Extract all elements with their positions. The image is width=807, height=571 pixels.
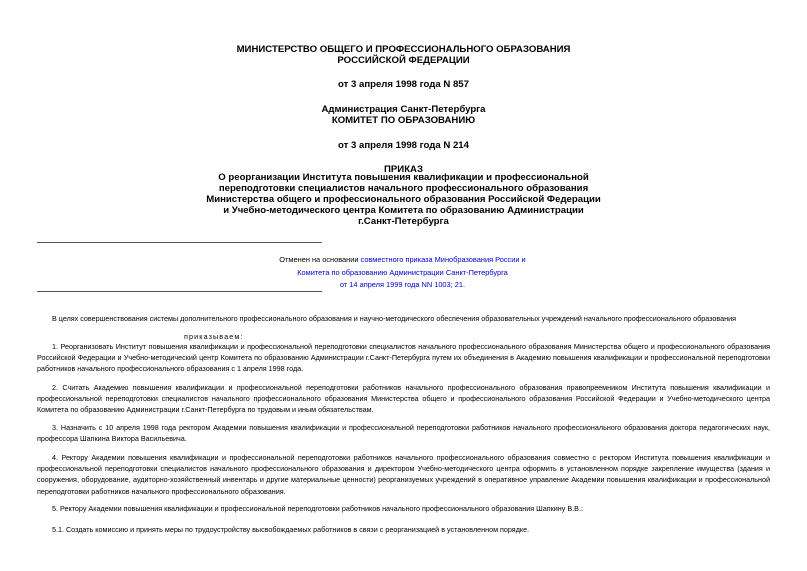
preamble-text: В целях совершенствования системы дополнительного профессионального образования и научно-методического обеспечения образовательных учреждений начального профессионального образования bbox=[52, 314, 736, 323]
paragraph-2 bbox=[37, 382, 770, 416]
paragraph-4 bbox=[37, 452, 770, 497]
note-suffix: . bbox=[463, 280, 466, 289]
paragraph-3 bbox=[37, 422, 770, 444]
paragraph-5-1 bbox=[37, 524, 770, 535]
ministry-name-line2: РОССИЙСКОЙ ФЕДЕРАЦИИ bbox=[337, 55, 470, 66]
document-title bbox=[0, 172, 807, 227]
paragraph-5 bbox=[37, 503, 770, 514]
preamble-paragraph bbox=[37, 313, 770, 324]
order-date-1: от 3 апреля 1998 года N 857 bbox=[338, 79, 469, 90]
paragraph-4-text: 4. Ректору Академии повышения квалификации и профессиональной переподготовки работников начального профессионального образования совместно с ректором Института повышения квалификации и профессиональной переподготовки специалистов начального профессионального образования и директором Учебно-методического центра оформить в установленном порядке закрепление имущества (здания и сооружения, оборудование, аудиторно-хозяйственный инвентарь и другие материальные ценности) реорганизуемых учреждений в оперативное управление Академии повышения квалификации и профессиональной переподготовки работников начального профессионального образования. bbox=[37, 453, 770, 496]
committee-name: КОМИТЕТ ПО ОБРАЗОВАНИЮ bbox=[331, 115, 476, 126]
title-line: Министерства общего и профессионального образования Российской Федерации bbox=[206, 194, 601, 205]
title-line: и Учебно-методического центра Комитета по образованию Администрации bbox=[223, 205, 584, 216]
divider-top bbox=[37, 242, 322, 243]
cancellation-link-line3[interactable]: от 14 апреля 1999 года NN 1003; 21 bbox=[339, 280, 463, 289]
document-header bbox=[0, 44, 807, 175]
document-type: ПРИКАЗ bbox=[384, 164, 423, 175]
cancellation-link-line2[interactable]: Комитета по образованию Администрации Санкт-Петербурга bbox=[297, 267, 508, 277]
note-prefix: Отменен на основании bbox=[279, 255, 361, 264]
order-date-2: от 3 апреля 1998 года N 214 bbox=[338, 140, 469, 151]
title-line: г.Санкт-Петербурга bbox=[358, 216, 449, 227]
title-line: переподготовки специалистов начального профессионального образования bbox=[218, 183, 589, 194]
paragraph-5-text: 5. Ректору Академии повышения квалификации и профессиональной переподготовки работников начального профессионального образования Шапкину В.В.: bbox=[52, 504, 583, 513]
administration-name: Администрация Санкт-Петербурга bbox=[321, 104, 486, 115]
cancellation-link-line1[interactable]: совместного приказа Минобразования России и bbox=[360, 255, 526, 264]
paragraph-2-text: 2. Считать Академию повышения квалификации и профессиональной переподготовки работников начального профессионального образования правопреемником Института повышения квалификации и профессиональной переподготовки специалистов начального профессионального образования Министерства общего и профессионального образования Российской Федерации и Учебно-методического центра Комитета по образованию Администрации г.Санкт-Петербурга по трудовым и иным обязательствам. bbox=[37, 383, 770, 415]
paragraph-1-text: 1. Реорганизовать Институт повышения квалификации и профессиональной переподготовки специалистов начального профессионального образования Министерства общего и профессионального образования Российской Федерации и Учебно-методический центр Комитета по образованию Администрации г.Санкт-Петербурга путем их объединения в Академию повышения квалификации и профессиональной переподготовки работников начального профессионального образования с 1 апреля 1998 года. bbox=[37, 342, 770, 374]
title-line: О реорганизации Института повышения квалификации и профессиональной bbox=[218, 172, 589, 183]
cancellation-note bbox=[200, 254, 605, 292]
ministry-name-line1: МИНИСТЕРСТВО ОБЩЕГО И ПРОФЕССИОНАЛЬНОГО ОБРАЗОВАНИЯ bbox=[236, 44, 571, 55]
divider-bottom bbox=[37, 291, 322, 292]
paragraph-1 bbox=[37, 341, 770, 375]
paragraph-5-1-text: 5.1. Создать комиссию и принять меры по трудоустройству высвобождаемых работников в связи с реорганизацией в установленном порядке. bbox=[52, 525, 530, 534]
paragraph-3-text: 3. Назначить с 10 апреля 1998 года ректором Академии повышения квалификации и профессиональной переподготовки работников начального профессионального образования доктора педагогических наук, профессора Шапкина Виктора Васильевича. bbox=[37, 423, 770, 444]
order-word: приказываем: bbox=[184, 332, 244, 341]
